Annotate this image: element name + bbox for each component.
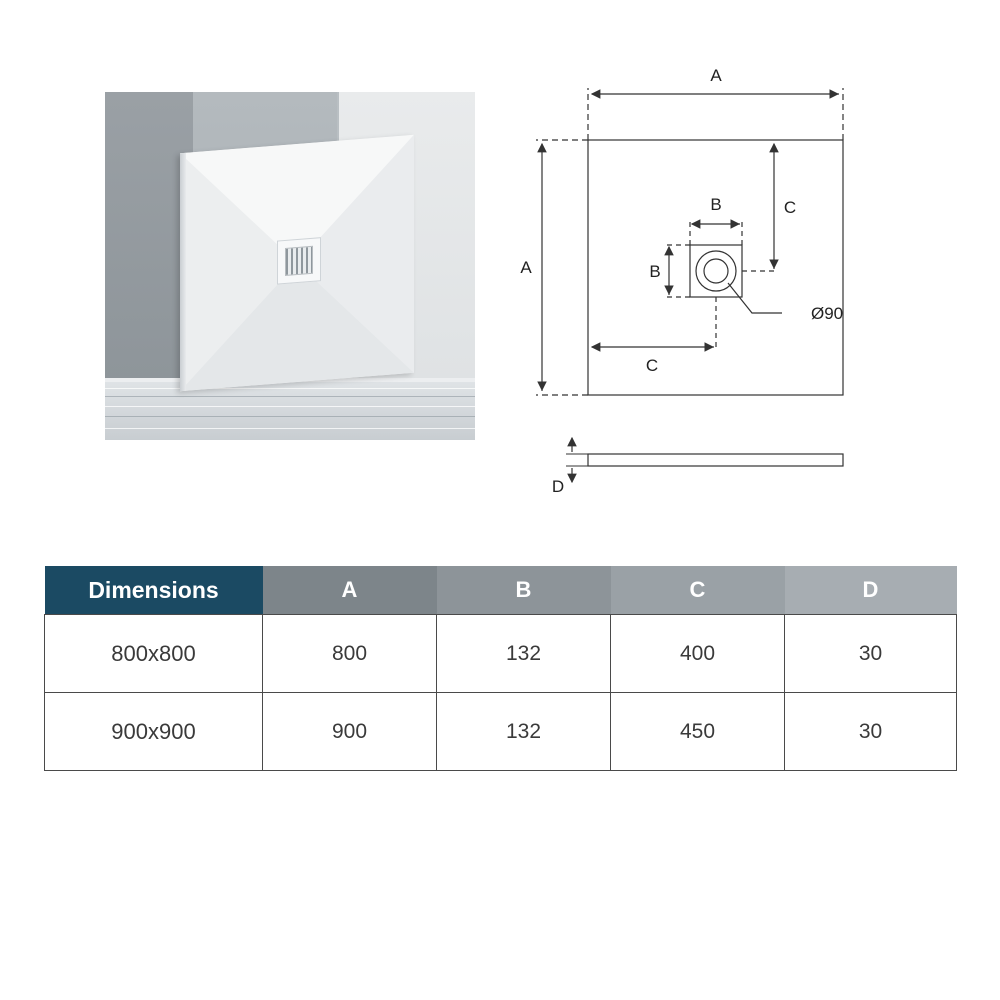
table-row <box>45 693 957 771</box>
photo-floor-line <box>105 396 475 397</box>
label-a-left: A <box>520 258 532 277</box>
dimensions-table <box>44 566 957 771</box>
table-cell-c: 450 <box>611 693 785 771</box>
table-cell-b: 132 <box>437 693 611 771</box>
label-d-thickness: D <box>551 477 565 496</box>
plan-view-outline <box>588 140 843 395</box>
label-c-right: C <box>783 198 797 217</box>
table-cell-c: 400 <box>611 615 785 693</box>
table-header-d: D <box>785 566 957 615</box>
drain-cover <box>277 237 321 284</box>
label-drain-diameter: Ø90 <box>811 304 844 323</box>
table-header-dimensions: Dimensions <box>45 566 263 615</box>
photo-floor <box>105 382 475 440</box>
photo-floor-line <box>105 428 475 429</box>
table-cell-b: 132 <box>437 615 611 693</box>
product-photo <box>105 92 475 440</box>
photo-floor-line <box>105 416 475 417</box>
table-cell-a: 800 <box>263 615 437 693</box>
shower-tray <box>180 135 414 391</box>
table-cell-d: 30 <box>785 615 957 693</box>
tray-side-edge <box>180 153 186 391</box>
section-view-outline <box>588 454 843 466</box>
dimensions-table-body <box>45 615 957 771</box>
label-b-left: B <box>649 262 661 281</box>
label-b-top: B <box>710 195 722 214</box>
photo-floor-line <box>105 406 475 407</box>
table-row <box>45 615 957 693</box>
table-header-c: C <box>611 566 785 615</box>
drain-circle-inner <box>704 259 728 283</box>
dimensions-table-wrapper <box>44 566 956 771</box>
technical-drawing-svg <box>500 55 920 505</box>
photo-floor-line <box>105 388 475 389</box>
table-header-row <box>45 566 957 615</box>
technical-drawing <box>500 55 920 505</box>
label-c-bottom: C <box>645 356 659 375</box>
table-cell-d: 30 <box>785 693 957 771</box>
label-a-top: A <box>710 66 722 85</box>
drain-square-outline <box>690 245 742 297</box>
drain-grate-icon <box>285 246 313 276</box>
table-header-b: B <box>437 566 611 615</box>
table-cell-a: 900 <box>263 693 437 771</box>
table-header-a: A <box>263 566 437 615</box>
table-cell-size: 900x900 <box>45 693 263 771</box>
table-cell-size: 800x800 <box>45 615 263 693</box>
dimensions-table-head <box>45 566 957 615</box>
